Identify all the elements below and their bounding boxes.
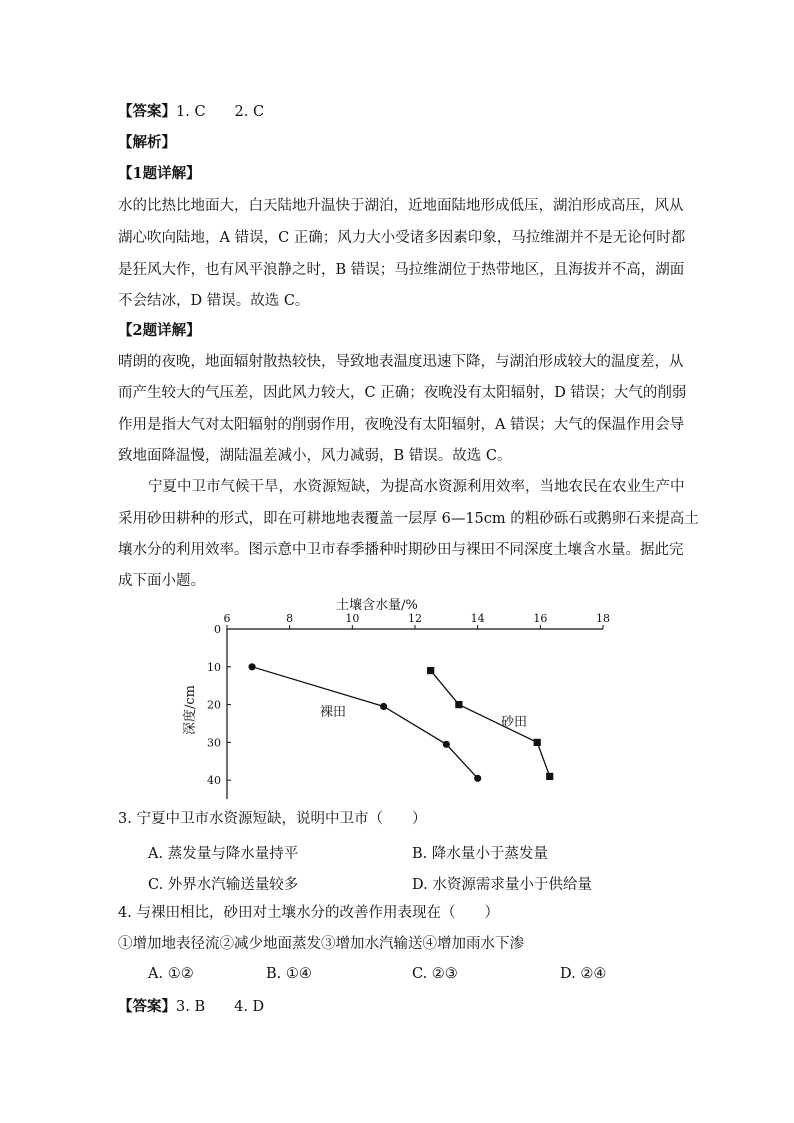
answer-line-2 bbox=[118, 998, 264, 1016]
q4-items: ①增加地表径流②减少地面蒸发③增加水汽输送④增加雨水下渗 bbox=[118, 936, 524, 952]
answer-text: 3. B 4. D bbox=[176, 999, 265, 1015]
y-tick-label: 0 bbox=[214, 623, 221, 636]
x-tick-label: 18 bbox=[596, 612, 610, 625]
q4-option-b[interactable]: B. ①④ bbox=[266, 966, 312, 982]
q4-stem: 4. 与裸田相比，砂田对土壤水分的改善作用表现在（ ） bbox=[118, 905, 499, 921]
q4-option-d[interactable]: D. ②④ bbox=[560, 966, 607, 982]
x-tick-label: 6 bbox=[223, 612, 231, 625]
y-tick-label: 40 bbox=[207, 774, 221, 788]
analysis-label: 【解析】 bbox=[118, 134, 176, 151]
x-tick-label: 10 bbox=[345, 612, 360, 625]
data-point-sand bbox=[455, 701, 462, 708]
q1-detail-line: 湖心吹向陆地，A 错误，C 正确；风力大小受诸多因素印象，马拉维湖并不是无论何时都 bbox=[118, 230, 686, 246]
q1-detail-line: 水的比热比地面大，白天陆地升温快于湖泊，近地面陆地形成低压，湖泊形成高压，风从 bbox=[118, 198, 684, 214]
q2-detail-line: 致地面降温慢，湖陆温差减小，风力减弱，B 错误。故选 C。 bbox=[118, 448, 512, 464]
passage-line: 成下面小题。 bbox=[118, 573, 205, 589]
y-tick-label: 30 bbox=[207, 736, 221, 750]
q3-option-d[interactable]: D. 水资源需求量小于供给量 bbox=[412, 877, 592, 893]
series-line-sand bbox=[431, 671, 550, 777]
series-label-bare: 裸田 bbox=[320, 705, 347, 720]
data-point-bare bbox=[443, 741, 450, 748]
q2-detail-line: 晴朗的夜晚，地面辐射散热较快，导致地表温度迅速下降，与湖泊形成较大的温度差，从 bbox=[118, 354, 684, 370]
data-point-sand bbox=[534, 739, 541, 746]
answer-text: 1. C 2. C bbox=[176, 104, 265, 120]
series-line-bare bbox=[252, 667, 478, 779]
data-point-bare bbox=[248, 663, 255, 670]
q3-option-a[interactable]: A. 蒸发量与降水量持平 bbox=[148, 846, 299, 862]
passage-line: 采用砂田耕种的形式，即在可耕地地表覆盖一层厚 6—15cm 的粗砂砾石或鹅卵石来提高土 bbox=[118, 511, 699, 527]
q3-option-c[interactable]: C. 外界水汽输送量较多 bbox=[148, 877, 299, 893]
answer-label: 【答案】 bbox=[118, 998, 176, 1015]
q4-option-a[interactable]: A. ①② bbox=[148, 966, 194, 982]
series-label-sand: 砂田 bbox=[501, 715, 528, 730]
answer-line-1 bbox=[118, 103, 264, 121]
y-tick-label: 20 bbox=[207, 698, 221, 712]
q1-detail-line: 是狂风大作，也有风平浪静之时，B 错误；马拉维湖位于热带地区，且海拔并不高，湖面 bbox=[118, 262, 685, 278]
answer-label: 【答案】 bbox=[118, 103, 176, 120]
x-tick-label: 16 bbox=[533, 612, 548, 625]
data-point-bare bbox=[380, 703, 387, 710]
q3-stem: 3. 宁夏中卫市水资源短缺，说明中卫市（ ） bbox=[118, 811, 427, 827]
x-tick-label: 14 bbox=[470, 612, 485, 625]
q4-option-c[interactable]: C. ②③ bbox=[412, 966, 458, 982]
data-point-sand bbox=[427, 667, 434, 674]
data-point-sand bbox=[546, 773, 553, 780]
x-tick-label: 8 bbox=[286, 612, 294, 625]
y-tick-label: 10 bbox=[207, 660, 221, 674]
q3-option-b[interactable]: B. 降水量小于蒸发量 bbox=[412, 846, 548, 862]
chart-x-label: 土壤含水量/% bbox=[336, 598, 418, 613]
q1-detail-label: 【1题详解】 bbox=[118, 165, 201, 182]
q2-detail-line: 而产生较大的气压差，因此风力较大，C 正确；夜晚没有太阳辐射，D 错误；大气的削弱 bbox=[118, 385, 687, 401]
chart-y-label: 深度/cm bbox=[183, 685, 198, 735]
passage-line: 宁夏中卫市气候干旱，水资源短缺，为提高水资源利用效率，当地农民在农业生产中 bbox=[148, 479, 685, 495]
q1-detail-line: 不会结冰，D 错误。故选 C。 bbox=[118, 293, 310, 309]
soil-moisture-chart bbox=[150, 592, 630, 802]
data-point-bare bbox=[474, 775, 481, 782]
x-tick-label: 12 bbox=[408, 612, 422, 625]
q2-detail-line: 作用是指大气对太阳辐射的削弱作用，夜晚没有太阳辐射，A 错误；大气的保温作用会导 bbox=[118, 417, 685, 433]
q2-detail-label: 【2题详解】 bbox=[118, 322, 201, 339]
passage-line: 壤水分的利用效率。图示意中卫市春季播种时期砂田与裸田不同深度土壤含水量。据此完 bbox=[118, 542, 684, 558]
